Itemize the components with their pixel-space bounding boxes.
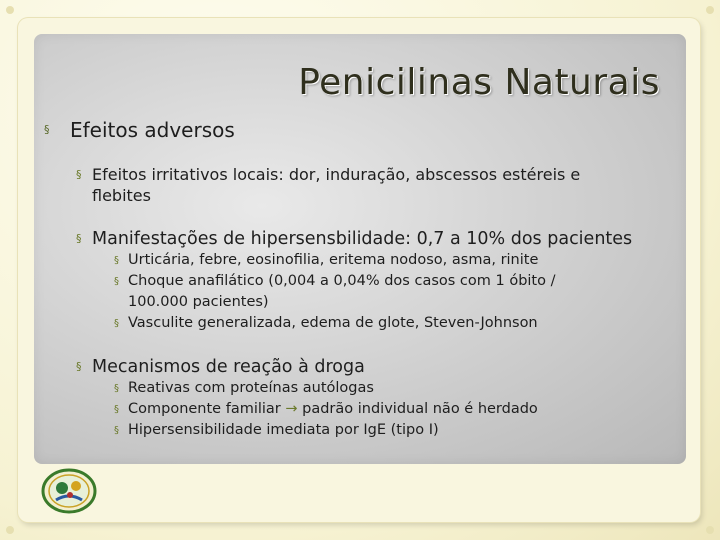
list-item [36,356,676,378]
bullet-icon: § [114,404,119,415]
sub-list-item-text: Choque anafilático (0,004 a 0,04% dos casos com 1 óbito / [128,273,556,289]
list-item-text: Manifestações de hipersensbilidade: 0,7 a 10% dos pacientes [92,229,633,249]
sub-list-item-text-after: padrão individual não é herdado [302,401,538,417]
bullet-icon: § [114,383,119,394]
corner-decoration [706,6,714,14]
corner-decoration [6,526,14,534]
sub-list-item [36,313,676,334]
section-heading-text: Efeitos adversos [70,118,235,142]
slide-title: Penicilinas Naturais [298,62,660,103]
bullet-icon: § [76,360,82,373]
slide-content [36,116,676,441]
arrow-right-icon: → [285,401,298,417]
sub-list-item [36,378,676,399]
bullet-group-3 [36,356,676,441]
list-item [36,164,676,206]
sub-list-item-text: Componente familiar [128,401,281,417]
sub-list-item [36,250,676,271]
sub-list-item-text: Reativas com proteínas autólogas [128,380,374,396]
list-item [36,228,676,250]
bullet-icon: § [114,318,119,329]
sub-list-item-text: Urticária, febre, eosinofilia, eritema nodoso, asma, rinite [128,252,539,268]
sub-list-item [36,399,676,420]
sub-list-item [36,271,676,313]
list-item-text: Mecanismos de reação à droga [92,357,365,377]
sub-list-item-text-cont: 100.000 pacientes) [128,294,269,310]
list-item-text: Efeitos irritativos locais: dor, induração, abscessos estéreis e [92,165,581,184]
bullet-group-1 [36,164,676,206]
sub-list-item-text: Vasculite generalizada, edema de glote, Steven-Johnson [128,315,538,331]
bullet-icon: § [44,123,50,136]
bullet-icon: § [114,255,119,266]
sub-list-item [36,420,676,441]
section-heading [36,116,676,144]
list-item-text-cont: flebites [92,186,151,205]
bullet-icon: § [76,168,82,181]
sub-list-item-text: Hipersensibilidade imediata por IgE (tipo I) [128,422,439,438]
corner-decoration [6,6,14,14]
bullet-icon: § [114,276,119,287]
bullet-group-2 [36,228,676,334]
institution-logo-icon [40,468,98,514]
corner-decoration [706,526,714,534]
bullet-icon: § [114,425,119,436]
bullet-icon: § [76,232,82,245]
